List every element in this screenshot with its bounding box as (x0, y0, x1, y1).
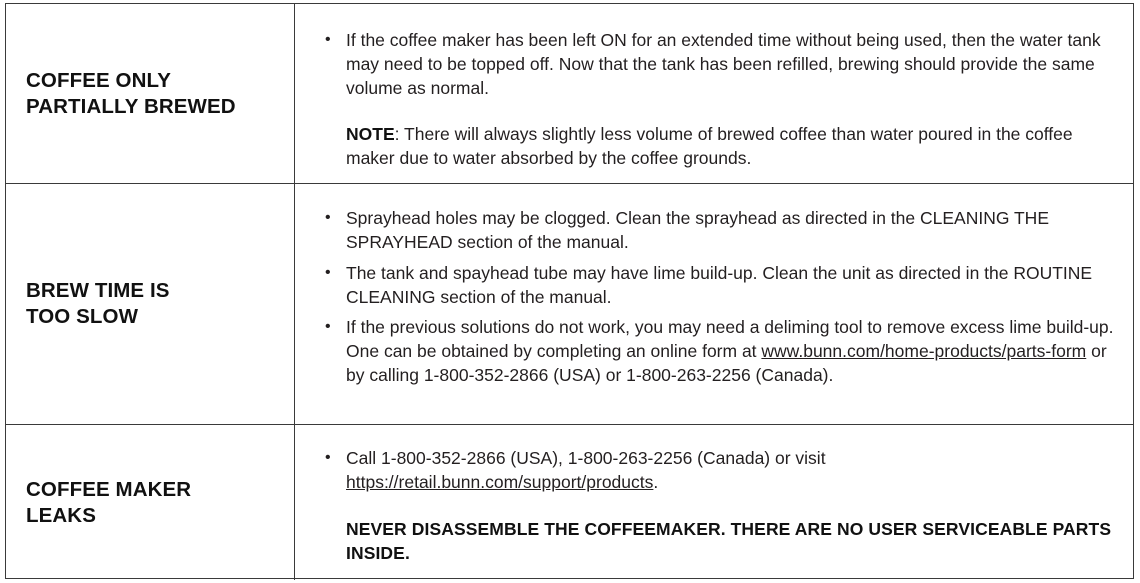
bullet-icon: • (325, 449, 331, 466)
problem-cell (6, 184, 295, 424)
table-row (6, 4, 1133, 184)
troubleshooting-table (5, 3, 1134, 579)
bullet-text: Sprayhead holes may be clogged. Clean the sprayhead as directed in the CLEANING THE SPRAYHEAD section of the manual. (346, 208, 1049, 252)
bullet-text-post: . (653, 472, 659, 492)
table-row (6, 425, 1133, 580)
warning-text: NEVER DISASSEMBLE THE COFFEEMAKER. THERE ARE NO USER SERVICEABLE PARTS INSIDE. (346, 519, 1112, 563)
bullet-text (346, 315, 1115, 387)
problem-title: BREW TIME IS TOO SLOW (26, 279, 170, 328)
bullet-icon: • (325, 31, 331, 48)
list-item (325, 206, 1115, 254)
note-label: NOTE (346, 124, 395, 144)
solution-cell (295, 4, 1133, 183)
list-item (325, 315, 1115, 387)
bullet-icon: • (325, 209, 331, 226)
note-paragraph (346, 122, 1115, 170)
support-products-link[interactable]: https://retail.bunn.com/support/products (346, 472, 654, 492)
problem-cell (6, 425, 295, 580)
bullet-text: The tank and spayhead tube may have lime build-up. Clean the unit as directed in the ROUTINE CLEANING section of the manual. (346, 263, 1093, 307)
problem-cell (6, 4, 295, 183)
note-text: : There will always slightly less volume of brewed coffee than water poured in the coffee maker due to water absorbed by the coffee grounds. (346, 124, 1073, 168)
list-item (325, 261, 1115, 309)
bullet-text-pre: Call 1-800-352-2866 (USA), 1-800-263-2256 (Canada) or visit (346, 448, 826, 468)
bullet-text-post: or by calling 1-800-352-2866 (USA) or 1-800-263-2256 (Canada). (346, 341, 1107, 385)
parts-form-link[interactable]: www.bunn.com/home-products/parts-form (761, 341, 1087, 361)
problem-title: COFFEE ONLY PARTIALLY BREWED (26, 68, 236, 118)
solution-cell (295, 425, 1133, 580)
bullet-text (346, 446, 1115, 494)
bullet-icon: • (325, 264, 331, 281)
bullet-text-pre: If the previous solutions do not work, you may need a deliming tool to remove excess lime build-up. One can be obtained by completing an online form at (346, 317, 1114, 361)
bullet-text: If the coffee maker has been left ON for an extended time without being used, then the water tank may need to be topped off. Now that the tank has been refilled, brewing should provide the same volume as normal. (346, 30, 1101, 98)
table-row (6, 184, 1133, 425)
bullet-icon: • (325, 318, 331, 335)
list-item (325, 446, 1115, 494)
list-item (325, 28, 1115, 100)
solution-cell (295, 184, 1133, 424)
problem-title: COFFEE MAKER LEAKS (26, 477, 192, 527)
